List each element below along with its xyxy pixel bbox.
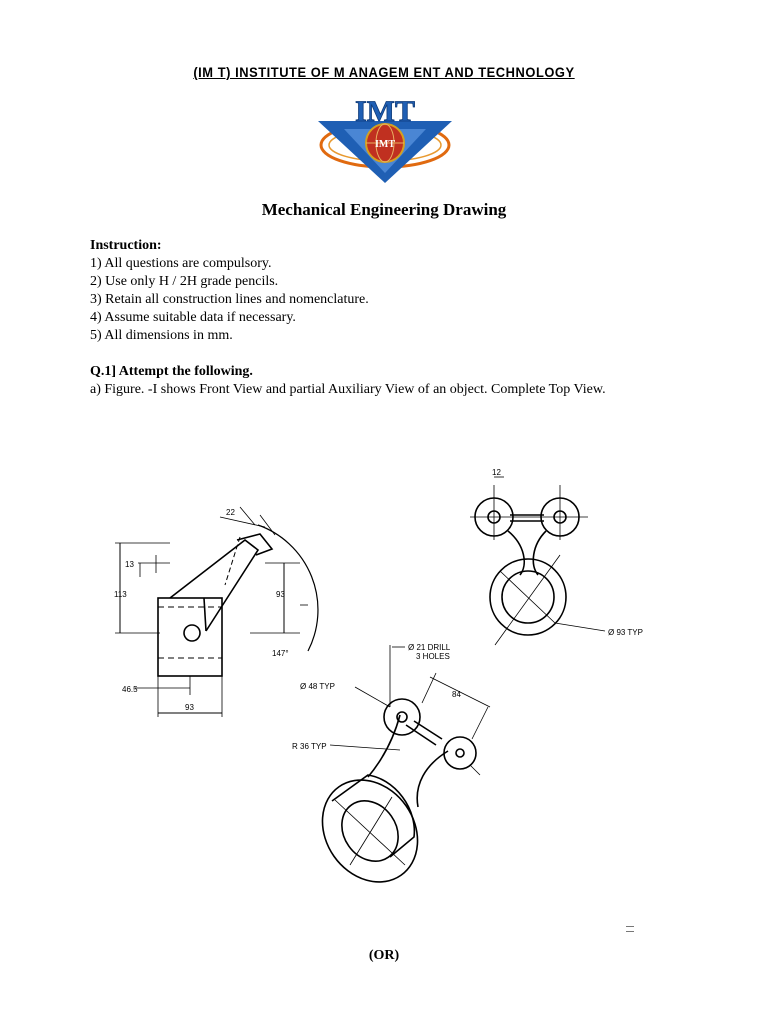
- dim-22: 22: [226, 508, 235, 517]
- imt-logo: [314, 93, 456, 185]
- dim-dia-93: Ø 93 TYP: [608, 628, 643, 637]
- instruction-item: 5) All dimensions in mm.: [90, 328, 233, 343]
- dim-113: 113: [114, 590, 127, 599]
- dim-84: 84: [452, 690, 461, 699]
- front-view: [114, 507, 318, 717]
- instruction-item: 4) Assume suitable data if necessary.: [90, 310, 296, 325]
- scan-mark: [626, 926, 634, 932]
- question-part-a: a) Figure. -I shows Front View and partial Auxiliary View of an object. Complete Top View.: [90, 382, 606, 397]
- dim-3-holes: 3 HOLES: [416, 652, 450, 661]
- logo-top-text: IMT: [355, 95, 415, 128]
- dim-46-5: 46.5: [122, 685, 138, 694]
- dim-r36: R 36 TYP: [292, 742, 327, 751]
- instruction-item: 1) All questions are compulsory.: [90, 256, 272, 271]
- or-separator: (OR): [368, 948, 400, 963]
- instruction-block: [90, 237, 369, 345]
- instruction-item: 2) Use only H / 2H grade pencils.: [90, 274, 279, 289]
- top-view: [470, 468, 643, 645]
- dim-13: 13: [125, 560, 134, 569]
- dim-12: 12: [492, 468, 501, 477]
- question-block: [90, 363, 606, 399]
- dim-dia-21: Ø 21 DRILL: [408, 643, 451, 652]
- dim-93-bottom: 93: [185, 703, 194, 712]
- dim-dia-48: Ø 48 TYP: [300, 682, 335, 691]
- dim-147: 147°: [272, 649, 289, 658]
- institute-header: (IM T) INSTITUTE OF M ANAGEM ENT AND TECHNOLOGY: [193, 64, 575, 80]
- instruction-item: 3) Retain all construction lines and nomenclature.: [90, 292, 369, 307]
- page-title: Mechanical Engineering Drawing: [261, 200, 507, 219]
- isometric-view: [292, 643, 490, 900]
- dim-93-side: 93: [276, 590, 285, 599]
- engineering-figure: [100, 445, 680, 925]
- logo-globe-text: IMT: [375, 139, 395, 150]
- question-heading: Q.1] Attempt the following.: [90, 364, 253, 379]
- instruction-heading: Instruction:: [90, 238, 162, 253]
